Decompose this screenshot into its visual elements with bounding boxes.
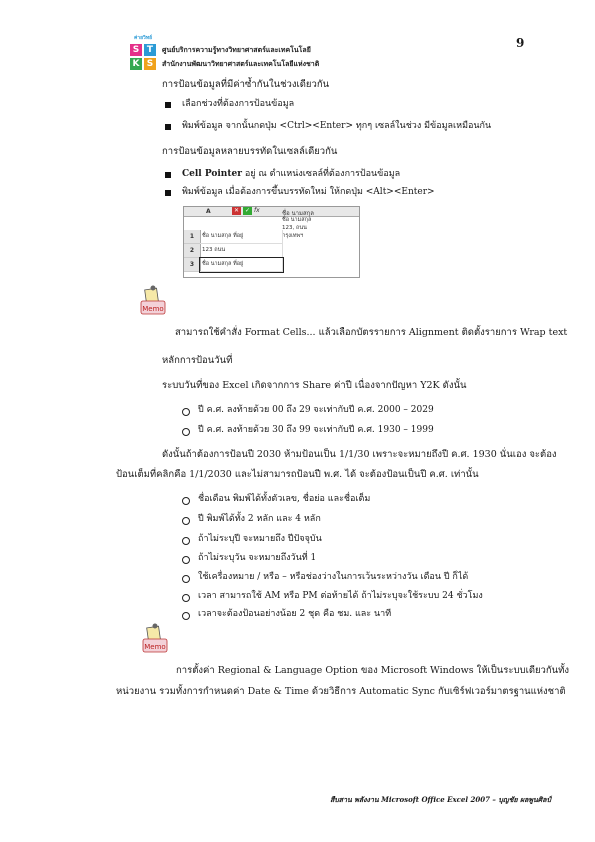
- page-number: 9: [516, 36, 525, 50]
- excel-sheet-screenshot: [183, 206, 360, 278]
- circle-bullet-icon: [182, 575, 190, 583]
- square-bullet-icon: [165, 102, 171, 108]
- section3-intro: ระบบวันที่ของ Excel เกิดจากการ Share ค่าปี เนื่องจากปัญหา Y2K ดังนั้น: [162, 380, 467, 391]
- section3-para-2: ป้อนเต็มที่คลิกคือ 1/1/2030 และไม่สามารถป้อนปี พ.ศ. ได้ จะต้องป้อนเป็นปี ค.ศ. เท่านั้น: [116, 469, 479, 480]
- logo-letter-k: K: [130, 58, 142, 70]
- circle-bullet-icon: [182, 594, 190, 602]
- logo-tagline: ค่ายวิทย์: [133, 35, 153, 41]
- row-header-2: 2: [184, 244, 201, 258]
- date-rule-5: ใช้เครื่องหมาย / หรือ – หรือช่องว่างในการเว้นระหว่างวัน เดือน ปี ก็ได้: [198, 572, 469, 582]
- logo-letter-s2: S: [144, 58, 156, 70]
- section3-heading: หลักการป้อนวันที่: [162, 355, 233, 366]
- row-header-1: 1: [184, 230, 201, 244]
- section1-bullet-2: พิมพ์ข้อมูล จากนั้นกดปุ่ม <Ctrl><Enter> ทุกๆ เซลล์ในช่วง มีข้อมูลเหมือนกัน: [182, 121, 492, 131]
- header-line-2: สำนักงานพัฒนาวิทยาศาสตร์และเทคโนโลยีแห่งชาติ: [162, 59, 320, 68]
- section3-para-1: ดังนั้นถ้าต้องการป้อนปี 2030 ห้ามป้อนเป็น 1/1/30 เพราะจะหมายถึงปี ค.ศ. 1930 นั่นเอง จะต้อง: [162, 449, 557, 460]
- circle-bullet-icon: [182, 517, 190, 525]
- section2-heading: การป้อนข้อมูลหลายบรรทัดในเซลล์เดียวกัน: [162, 146, 338, 157]
- cell-a3: ชื่อ นามสกุล ที่อยู่: [200, 258, 283, 272]
- section2-bullet-1: [182, 169, 400, 180]
- date-rule-3: ถ้าไม่ระบุปี จะหมายถึง ปีปัจจุบัน: [198, 534, 322, 544]
- stks-logo: [128, 35, 158, 72]
- circle-bullet-icon: [182, 537, 190, 545]
- function-icon: fx: [254, 207, 260, 214]
- logo-letter-t: T: [144, 44, 156, 56]
- edit-preview: [280, 216, 360, 244]
- square-bullet-icon: [165, 190, 171, 196]
- date-rule-6: เวลา สามารถใช้ AM หรือ PM ต่อท้ายได้ ถ้าไม่ระบุจะใช้ระบบ 24 ชั่วโมง: [198, 591, 483, 601]
- memo-note-icon: [140, 621, 174, 657]
- circle-bullet-icon: [182, 612, 190, 620]
- page-footer: สืบสาน พลังงาน Microsoft Office Excel 2007 – บุญชัย ผลพูนศิลป์: [330, 795, 551, 804]
- confirm-icon: ✓: [244, 207, 251, 214]
- date-rule-7: เวลาจะต้องป้อนอย่างน้อย 2 ชุด คือ ชม. และ นาที: [198, 609, 392, 619]
- note2-line-2: หน่วยงาน รวมทั้งการกำหนดค่า Date & Time ด้วยวิธีการ Automatic Sync กับเซิร์ฟเวอร์มาตรฐานแห่งชาติ: [116, 686, 566, 697]
- square-bullet-icon: [165, 172, 171, 178]
- edit-line-2: 123, ถนน: [282, 225, 307, 231]
- section2-bullet-2: พิมพ์ข้อมูล เมื่อต้องการขึ้นบรรทัดใหม่ ให้กดปุ่ม <Alt><Enter>: [182, 187, 435, 197]
- circle-bullet-icon: [182, 408, 190, 416]
- note2-line-1: การตั้งค่า Regional & Language Option ของ Microsoft Windows ให้เป็นระบบเดียวกันทั้ง: [176, 665, 570, 676]
- cell-a1: ชื่อ นามสกุล ที่อยู่: [200, 230, 283, 244]
- circle-bullet-icon: [182, 428, 190, 436]
- square-bullet-icon: [165, 124, 171, 130]
- header-line-1: ศูนย์บริการความรู้ทางวิทยาศาสตร์และเทคโนโลยี: [162, 45, 311, 54]
- year-rule-2: ปี ค.ศ. ลงท้ายด้วย 30 ถึง 99 จะเท่ากับปี ค.ศ. 1930 – 1999: [198, 425, 434, 435]
- logo-letter-s1: S: [130, 44, 142, 56]
- memo-label: Memo: [142, 305, 164, 313]
- year-rule-1: ปี ค.ศ. ลงท้ายด้วย 00 ถึง 29 จะเท่ากับปี ค.ศ. 2000 – 2029: [198, 405, 434, 415]
- cancel-icon: ✕: [233, 207, 240, 214]
- memo-note-icon: [138, 283, 172, 319]
- circle-bullet-icon: [182, 556, 190, 564]
- section1-bullet-1: เลือกช่วงที่ต้องการป้อนข้อมูล: [182, 99, 295, 109]
- cell-a2: 123 ถนน: [200, 244, 283, 258]
- edit-line-1: ชื่อ นามสกุล: [282, 217, 312, 223]
- date-rule-2: ปี พิมพ์ได้ทั้ง 2 หลัก และ 4 หลัก: [198, 514, 321, 524]
- row-header-3: 3: [184, 258, 201, 272]
- formula-text: ชื่อ นามสกุล: [282, 210, 314, 217]
- date-rule-1: ชื่อเดือน พิมพ์ได้ทั้งตัวเลข, ชื่อย่อ และชื่อเต็ม: [198, 494, 371, 504]
- memo-label: Memo: [144, 643, 166, 651]
- section2-bullet-1-text: อยู่ ณ ตำแหน่งเซลล์ที่ต้องการป้อนข้อมูล: [241, 169, 401, 179]
- edit-line-3: กรุงเทพฯ: [282, 233, 304, 239]
- date-rule-4: ถ้าไม่ระบุวัน จะหมายถึงวันที่ 1: [198, 553, 317, 563]
- section1-heading: การป้อนข้อมูลที่มีค่าซ้ำกันในช่วงเดียวกัน: [162, 79, 330, 90]
- cell-pointer-term: Cell Pointer: [182, 169, 242, 179]
- circle-bullet-icon: [182, 497, 190, 505]
- column-header-a: A: [206, 208, 211, 215]
- note1-text: สามารถใช้คำสั่ง Format Cells... แล้วเลือกบัตรรายการ Alignment ติดตั้งรายการ Wrap text: [175, 327, 568, 338]
